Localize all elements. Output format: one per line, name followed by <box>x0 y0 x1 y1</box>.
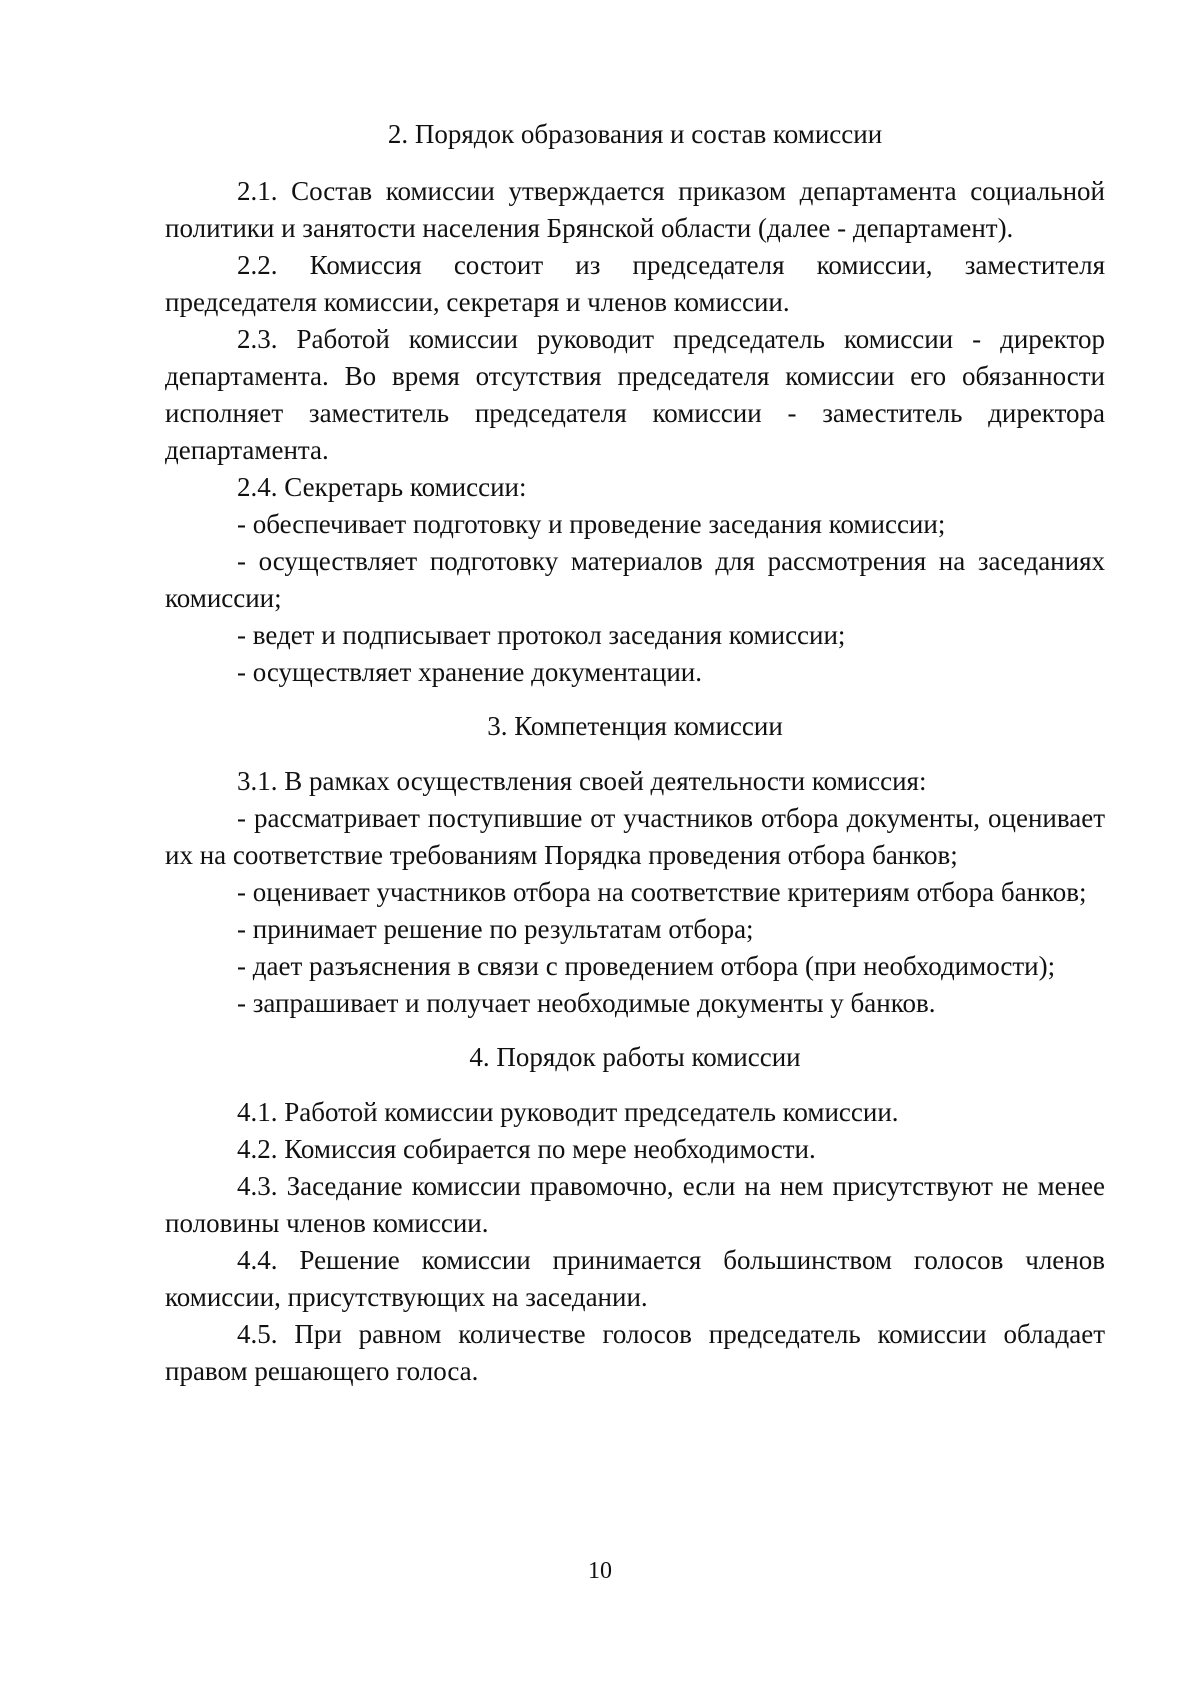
section-4-heading: 4. Порядок работы комиссии <box>469 1042 801 1072</box>
list-item-3-1-c: - принимает решение по результатам отбора; <box>237 914 754 944</box>
paragraph-4-5: 4.5. При равном количестве голосов председатель комиссии обладает правом решающего голоса. <box>165 1319 1105 1386</box>
list-item-3-1-a: - рассматривает поступившие от участников отбора документы, оценивает их на соответствие требованиям Порядка проведения отбора банков; <box>165 803 1105 870</box>
section-3-heading: 3. Компетенция комиссии <box>487 711 783 741</box>
page-number: 10 <box>588 1558 612 1584</box>
list-item-3-1-b: - оценивает участников отбора на соответствие критериям отбора банков; <box>237 877 1087 907</box>
paragraph-3-1: 3.1. В рамках осуществления своей деятельности комиссия: <box>237 766 927 796</box>
paragraph-4-4: 4.4. Решение комиссии принимается большинством голосов членов комиссии, присутствующих на заседании. <box>165 1245 1105 1312</box>
page-content <box>165 116 1105 1390</box>
section-2-heading: 2. Порядок образования и состав комиссии <box>387 119 883 149</box>
paragraph-2-1: 2.1. Состав комиссии утверждается приказом департамента социальной политики и занятости населения Брянской области (далее - департамент). <box>165 176 1105 243</box>
list-item-2-4-c: - ведет и подписывает протокол заседания комиссии; <box>237 620 846 650</box>
list-item-2-4-d: - осуществляет хранение документации. <box>237 657 702 687</box>
paragraph-2-4: 2.4. Секретарь комиссии: <box>237 472 527 502</box>
paragraph-2-3: 2.3. Работой комиссии руководит председатель комиссии - директор департамента. Во время отсутствия председателя комиссии его обязанности исполняет заместитель председателя комиссии - заместитель директора департамента. <box>165 324 1105 465</box>
list-item-3-1-e: - запрашивает и получает необходимые документы у банков. <box>237 988 936 1018</box>
list-item-3-1-d: - дает разъяснения в связи с проведением отбора (при необходимости); <box>237 951 1056 981</box>
paragraph-2-2: 2.2. Комиссия состоит из председателя комиссии, заместителя председателя комиссии, секретаря и членов комиссии. <box>165 250 1105 317</box>
paragraph-4-3: 4.3. Заседание комиссии правомочно, если на нем присутствуют не менее половины членов комиссии. <box>165 1171 1105 1238</box>
paragraph-4-2: 4.2. Комиссия собирается по мере необходимости. <box>237 1134 816 1164</box>
list-item-2-4-b: - осуществляет подготовку материалов для рассмотрения на заседаниях комиссии; <box>165 546 1105 613</box>
list-item-2-4-a: - обеспечивает подготовку и проведение заседания комиссии; <box>237 509 946 539</box>
paragraph-4-1: 4.1. Работой комиссии руководит председатель комиссии. <box>237 1097 899 1127</box>
